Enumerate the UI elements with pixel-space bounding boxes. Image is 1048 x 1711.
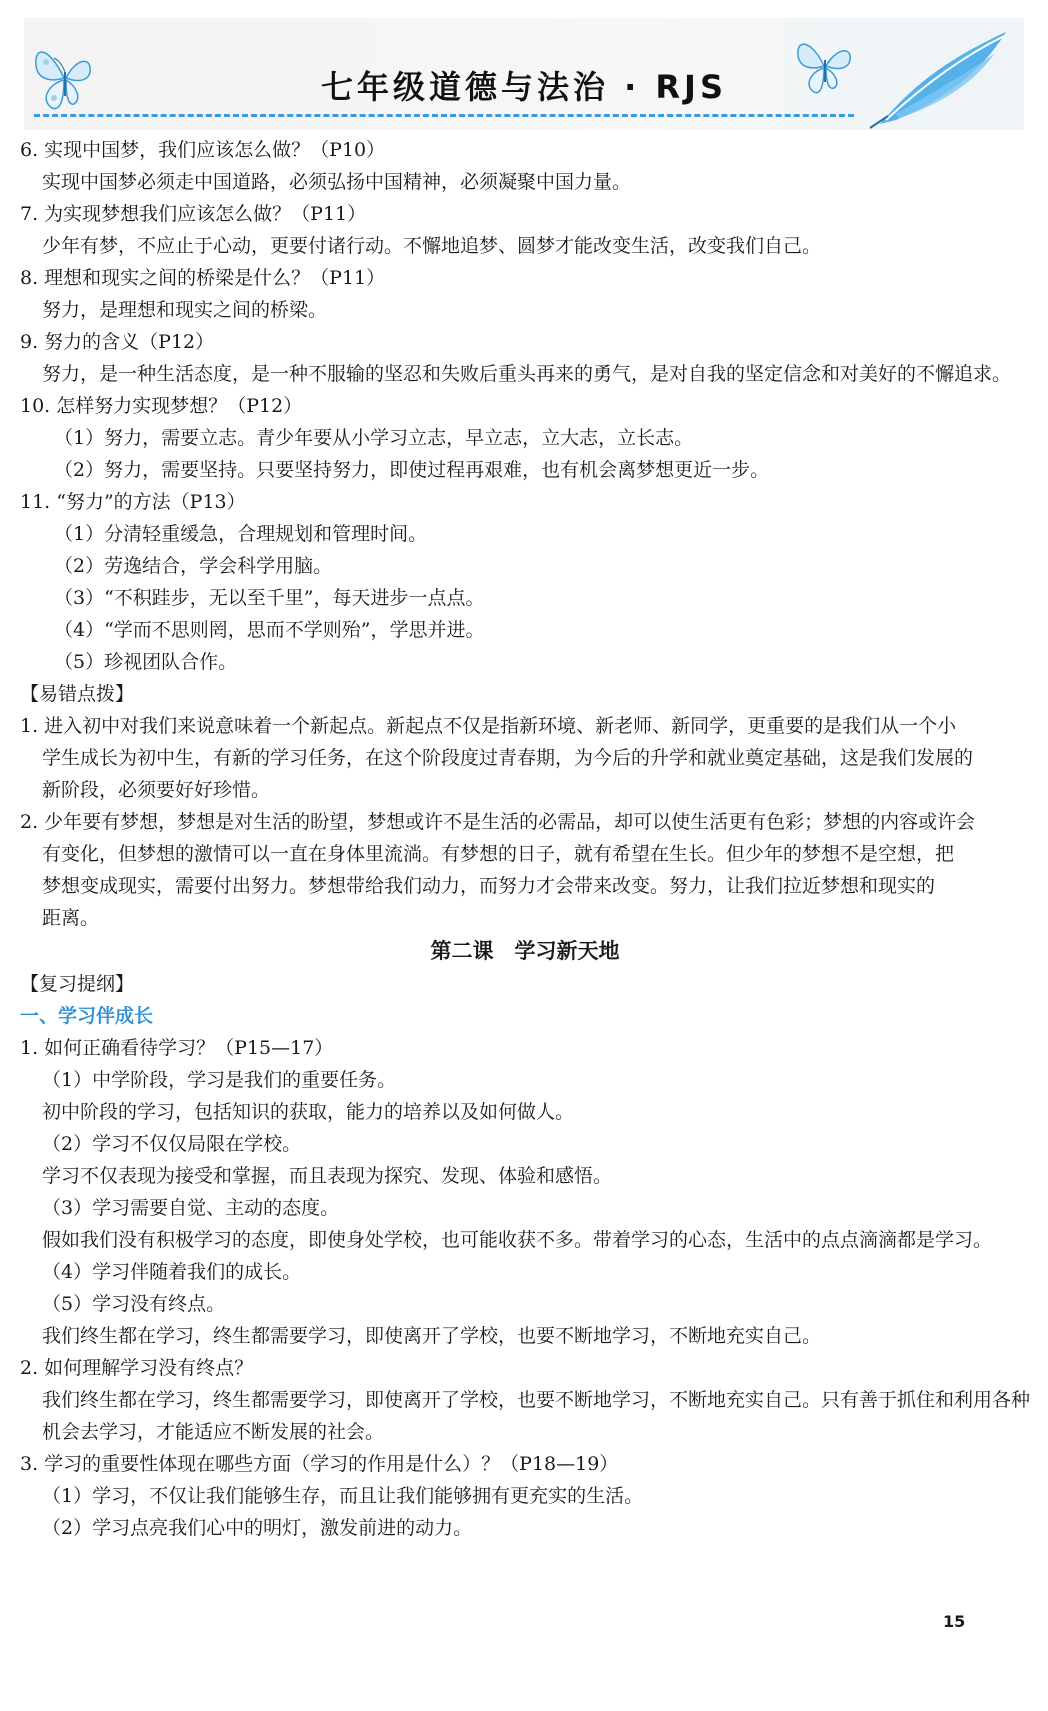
subsection-heading: 一、学习伴成长 xyxy=(20,1005,154,1027)
list-item: （1）学习，不仅让我们能够生存，而且让我们能够拥有更充实的生活。 xyxy=(42,1485,644,1507)
answer-line: 初中阶段的学习，包括知识的获取，能力的培养以及如何做人。 xyxy=(42,1101,575,1123)
list-item: （4）学习伴随着我们的成长。 xyxy=(42,1261,302,1283)
question-line: 10. 怎样努力实现梦想？（P12） xyxy=(20,395,303,417)
feather-icon xyxy=(866,24,1016,130)
list-item: （2）学习不仅仅局限在学校。 xyxy=(42,1133,302,1155)
continuation-line: 学生成长为初中生，有新的学习任务，在这个阶段度过青春期，为今后的升学和就业奠定基础，这是我们发展的 xyxy=(42,747,974,769)
question-line: 11. “努力”的方法（P13） xyxy=(20,491,246,513)
list-item: （1）分清轻重缓急，合理规划和管理时间。 xyxy=(54,523,428,545)
list-item: （2）劳逸结合，学会科学用脑。 xyxy=(54,555,333,577)
answer-line: 努力，是一种生活态度，是一种不服输的坚忍和失败后重头再来的勇气，是对自我的坚定信念和对美好的不懈追求。 xyxy=(42,363,1012,385)
lesson-title: 第二课 学习新天地 xyxy=(430,939,620,963)
section-heading: 【复习提纲】 xyxy=(20,973,135,995)
list-item: （5）珍视团队合作。 xyxy=(54,651,238,673)
question-line: 2. 少年要有梦想，梦想是对生活的盼望，梦想或许不是生活的必需品，却可以使生活更有色彩；梦想的内容或许会 xyxy=(20,811,976,833)
list-item: （5）学习没有终点。 xyxy=(42,1293,226,1315)
list-item: （3）“不积跬步，无以至千里”，每天进步一点点。 xyxy=(54,587,485,609)
list-item: （1）中学阶段，学习是我们的重要任务。 xyxy=(42,1069,397,1091)
question-line: 9. 努力的含义（P12） xyxy=(20,331,215,353)
header-title: 七年级道德与法治 · RJS xyxy=(320,68,728,106)
butterfly-icon xyxy=(794,30,858,100)
list-item: （2）努力，需要坚持。只要坚持努力，即使过程再艰难，也有机会离梦想更近一步。 xyxy=(54,459,770,481)
question-line: 2. 如何理解学习没有终点？ xyxy=(20,1357,254,1379)
page-number: 15 xyxy=(943,1612,966,1631)
header-divider xyxy=(34,114,854,117)
question-line: 1. 如何正确看待学习？（P15—17） xyxy=(20,1037,334,1059)
answer-line: 努力，是理想和现实之间的桥梁。 xyxy=(42,299,328,321)
answer-line: 我们终生都在学习，终生都需要学习，即使离开了学校，也要不断地学习，不断地充实自己。 xyxy=(42,1325,822,1347)
continuation-line: 距离。 xyxy=(42,907,100,929)
question-line: 8. 理想和现实之间的桥梁是什么？（P11） xyxy=(20,267,386,289)
list-item: （1）努力，需要立志。青少年要从小学习立志，早立志，立大志，立长志。 xyxy=(54,427,694,449)
list-item: （4）“学而不思则罔，思而不学则殆”，学思并进。 xyxy=(54,619,485,641)
list-item: （3）学习需要自觉、主动的态度。 xyxy=(42,1197,340,1219)
page-header xyxy=(24,18,1024,130)
answer-line: 学习不仅表现为接受和掌握，而且表现为探究、发现、体验和感悟。 xyxy=(42,1165,613,1187)
list-item: （2）学习点亮我们心中的明灯，激发前进的动力。 xyxy=(42,1517,473,1539)
answer-line: 假如我们没有积极学习的态度，即使身处学校，也可能收获不多。带着学习的心态，生活中的点点滴滴都是学习。 xyxy=(42,1229,993,1251)
answer-line: 实现中国梦必须走中国道路，必须弘扬中国精神，必须凝聚中国力量。 xyxy=(42,171,632,193)
question-line: 6. 实现中国梦，我们应该怎么做？（P10） xyxy=(20,139,386,161)
question-line: 3. 学习的重要性体现在哪些方面（学习的作用是什么）？（P18—19） xyxy=(20,1453,619,1475)
answer-line: 我们终生都在学习，终生都需要学习，即使离开了学校，也要不断地学习，不断地充实自己。只有善于抓住和利用各种机会去学习，才能适应不断发展的社会。 xyxy=(42,1389,1031,1443)
continuation-line: 梦想变成现实，需要付出努力。梦想带给我们动力，而努力才会带来改变。努力，让我们拉近梦想和现实的 xyxy=(42,875,936,897)
continuation-line: 有变化，但梦想的激情可以一直在身体里流淌。有梦想的日子，就有希望在生长。但少年的梦想不是空想，把 xyxy=(42,843,955,865)
continuation-line: 新阶段，必须要好好珍惜。 xyxy=(42,779,271,801)
question-line: 1. 进入初中对我们来说意味着一个新起点。新起点不仅是指新环境、新老师、新同学，更重要的是我们从一个小 xyxy=(20,715,957,737)
question-line: 7. 为实现梦想我们应该怎么做？（P11） xyxy=(20,203,367,225)
page-content xyxy=(20,134,1030,1544)
answer-line: 少年有梦，不应止于心动，更要付诸行动。不懈地追梦、圆梦才能改变生活，改变我们自己。 xyxy=(42,235,822,257)
section-heading: 【易错点拨】 xyxy=(20,683,135,705)
